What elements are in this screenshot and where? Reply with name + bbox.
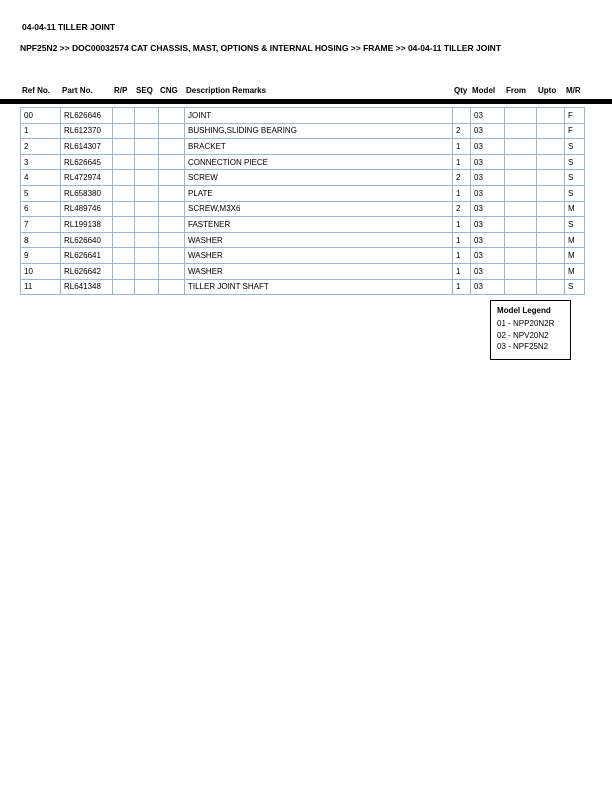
cell-rp	[113, 170, 135, 186]
column-header: Part No.	[62, 86, 93, 95]
cell-from	[505, 139, 537, 155]
cell-rp	[113, 185, 135, 201]
cell-model: 03	[471, 185, 505, 201]
cell-seq	[135, 217, 159, 233]
cell-seq	[135, 279, 159, 295]
parts-table-header	[20, 86, 584, 95]
cell-model: 03	[471, 263, 505, 279]
header-divider-rule	[0, 99, 612, 104]
cell-rp	[113, 108, 135, 124]
table-row	[21, 279, 585, 295]
cell-seq	[135, 154, 159, 170]
cell-from	[505, 108, 537, 124]
cell-cng	[159, 170, 185, 186]
cell-mr: S	[565, 279, 585, 295]
cell-rp	[113, 123, 135, 139]
column-header: Ref No.	[22, 86, 50, 95]
cell-desc: JOINT	[185, 108, 453, 124]
cell-cng	[159, 108, 185, 124]
cell-rp	[113, 263, 135, 279]
table-row	[21, 185, 585, 201]
column-header: Qty	[454, 86, 468, 95]
cell-mr: S	[565, 154, 585, 170]
table-row	[21, 263, 585, 279]
column-header: SEQ	[136, 86, 153, 95]
cell-from	[505, 154, 537, 170]
cell-ref: 10	[21, 263, 61, 279]
cell-cng	[159, 248, 185, 264]
cell-cng	[159, 139, 185, 155]
cell-desc: BRACKET	[185, 139, 453, 155]
table-row	[21, 123, 585, 139]
cell-upto	[537, 279, 565, 295]
cell-mr: M	[565, 263, 585, 279]
cell-seq	[135, 263, 159, 279]
cell-desc: BUSHING,SLIDING BEARING	[185, 123, 453, 139]
cell-mr: F	[565, 123, 585, 139]
model-legend	[490, 300, 571, 360]
cell-upto	[537, 170, 565, 186]
legend-items	[497, 318, 564, 353]
cell-ref: 3	[21, 154, 61, 170]
cell-part: RL626641	[61, 248, 113, 264]
cell-seq	[135, 108, 159, 124]
cell-cng	[159, 232, 185, 248]
cell-upto	[537, 232, 565, 248]
cell-model: 03	[471, 108, 505, 124]
cell-part: RL199138	[61, 217, 113, 233]
table-row	[21, 139, 585, 155]
cell-rp	[113, 248, 135, 264]
cell-upto	[537, 217, 565, 233]
column-header: From	[506, 86, 526, 95]
cell-part: RL472974	[61, 170, 113, 186]
table-row	[21, 217, 585, 233]
cell-rp	[113, 139, 135, 155]
cell-qty: 1	[453, 279, 471, 295]
model-legend-title: Model Legend	[497, 306, 551, 315]
cell-upto	[537, 108, 565, 124]
cell-from	[505, 217, 537, 233]
table-row	[21, 108, 585, 124]
cell-ref: 2	[21, 139, 61, 155]
cell-seq	[135, 232, 159, 248]
cell-mr: M	[565, 232, 585, 248]
cell-part: RL626646	[61, 108, 113, 124]
cell-part: RL614307	[61, 139, 113, 155]
cell-desc: CONNECTION PIECE	[185, 154, 453, 170]
cell-desc: PLATE	[185, 185, 453, 201]
cell-mr: M	[565, 201, 585, 217]
cell-qty: 1	[453, 154, 471, 170]
header-row	[20, 86, 584, 95]
cell-part: RL489746	[61, 201, 113, 217]
cell-model: 03	[471, 154, 505, 170]
cell-part: RL626645	[61, 154, 113, 170]
cell-from	[505, 123, 537, 139]
cell-model: 03	[471, 170, 505, 186]
page-title: 04-04-11 TILLER JOINT	[22, 22, 116, 32]
cell-cng	[159, 201, 185, 217]
cell-rp	[113, 217, 135, 233]
legend-item: 02 - NPV20N2	[497, 330, 549, 340]
cell-seq	[135, 185, 159, 201]
cell-qty: 1	[453, 263, 471, 279]
cell-desc: WASHER	[185, 232, 453, 248]
cell-rp	[113, 154, 135, 170]
cell-ref: 11	[21, 279, 61, 295]
cell-mr: S	[565, 217, 585, 233]
column-header: M/R	[566, 86, 581, 95]
breadcrumb: NPF25N2 >> DOC00032574 CAT CHASSIS, MAST, OPTIONS & INTERNAL HOSING >> FRAME >> 04-04-11 TILLER JOINT	[20, 43, 502, 53]
cell-cng	[159, 263, 185, 279]
cell-desc: SCREW	[185, 170, 453, 186]
cell-from	[505, 201, 537, 217]
cell-model: 03	[471, 248, 505, 264]
cell-mr: S	[565, 185, 585, 201]
cell-cng	[159, 154, 185, 170]
cell-mr: M	[565, 248, 585, 264]
cell-model: 03	[471, 279, 505, 295]
cell-from	[505, 185, 537, 201]
cell-from	[505, 170, 537, 186]
cell-mr: F	[565, 108, 585, 124]
column-header: Model	[472, 86, 496, 95]
cell-ref: 5	[21, 185, 61, 201]
cell-from	[505, 232, 537, 248]
column-header: Upto	[538, 86, 557, 95]
cell-qty: 2	[453, 123, 471, 139]
cell-model: 03	[471, 217, 505, 233]
cell-ref: 4	[21, 170, 61, 186]
cell-part: RL626640	[61, 232, 113, 248]
table-row	[21, 232, 585, 248]
cell-upto	[537, 154, 565, 170]
cell-cng	[159, 279, 185, 295]
parts-table	[20, 107, 585, 295]
cell-cng	[159, 185, 185, 201]
cell-qty: 1	[453, 139, 471, 155]
cell-ref: 00	[21, 108, 61, 124]
cell-qty: 1	[453, 217, 471, 233]
cell-part: RL641348	[61, 279, 113, 295]
cell-cng	[159, 217, 185, 233]
cell-seq	[135, 123, 159, 139]
cell-seq	[135, 139, 159, 155]
cell-desc: WASHER	[185, 263, 453, 279]
table-row	[21, 201, 585, 217]
cell-qty: 2	[453, 170, 471, 186]
cell-ref: 6	[21, 201, 61, 217]
cell-upto	[537, 263, 565, 279]
cell-qty: 2	[453, 201, 471, 217]
cell-from	[505, 248, 537, 264]
cell-seq	[135, 170, 159, 186]
cell-from	[505, 263, 537, 279]
column-header: CNG	[160, 86, 178, 95]
cell-qty	[453, 108, 471, 124]
cell-desc: FASTENER	[185, 217, 453, 233]
cell-from	[505, 279, 537, 295]
cell-part: RL658380	[61, 185, 113, 201]
cell-upto	[537, 248, 565, 264]
column-header: R/P	[114, 86, 128, 95]
cell-desc: TILLER JOINT SHAFT	[185, 279, 453, 295]
legend-item: 01 - NPP20N2R	[497, 319, 555, 328]
cell-model: 03	[471, 139, 505, 155]
cell-qty: 1	[453, 248, 471, 264]
cell-ref: 8	[21, 232, 61, 248]
cell-upto	[537, 201, 565, 217]
cell-ref: 7	[21, 217, 61, 233]
cell-model: 03	[471, 201, 505, 217]
cell-part: RL626642	[61, 263, 113, 279]
column-header: Description Remarks	[186, 86, 267, 95]
cell-rp	[113, 232, 135, 248]
cell-seq	[135, 248, 159, 264]
cell-model: 03	[471, 123, 505, 139]
cell-upto	[537, 139, 565, 155]
cell-desc: SCREW,M3X6	[185, 201, 453, 217]
cell-ref: 9	[21, 248, 61, 264]
table-row	[21, 170, 585, 186]
table-body	[21, 108, 585, 295]
cell-upto	[537, 185, 565, 201]
cell-seq	[135, 201, 159, 217]
cell-model: 03	[471, 232, 505, 248]
cell-upto	[537, 123, 565, 139]
cell-mr: S	[565, 139, 585, 155]
table-row	[21, 248, 585, 264]
cell-rp	[113, 279, 135, 295]
cell-mr: S	[565, 170, 585, 186]
cell-cng	[159, 123, 185, 139]
cell-rp	[113, 201, 135, 217]
cell-part: RL612370	[61, 123, 113, 139]
table-row	[21, 154, 585, 170]
cell-ref: 1	[21, 123, 61, 139]
legend-item: 03 - NPF25N2	[497, 342, 549, 351]
cell-qty: 1	[453, 232, 471, 248]
cell-desc: WASHER	[185, 248, 453, 264]
cell-qty: 1	[453, 185, 471, 201]
